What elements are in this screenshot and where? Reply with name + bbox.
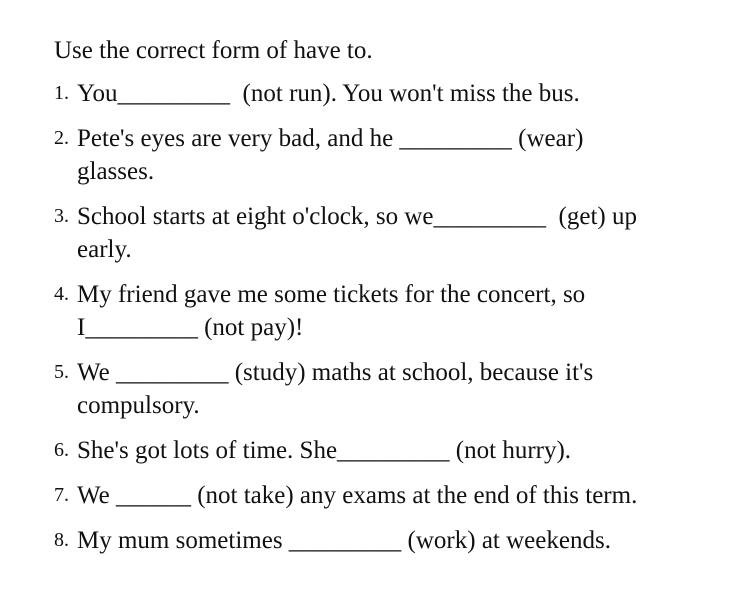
item-text: She's got lots of time. She_________ (not hurry). — [77, 437, 572, 464]
item-text: You_________ (not run). You won't miss the bus. — [77, 80, 580, 107]
item-number: 3. — [54, 205, 69, 227]
exercise-item-4 — [54, 278, 704, 344]
item-number: 2. — [54, 127, 69, 149]
item-text: Pete's eyes are very bad, and he _________ (wear) glasses. — [77, 125, 584, 185]
item-text: We ______ (not take) any exams at the end of this term. — [77, 482, 638, 509]
exercise-item-2 — [54, 122, 704, 188]
item-number: 7. — [54, 484, 69, 506]
worksheet — [54, 36, 704, 569]
exercise-item-6 — [54, 434, 704, 467]
item-number: 8. — [54, 529, 69, 551]
item-text: My friend gave me some tickets for the concert, so I_________ (not pay)! — [77, 281, 586, 341]
exercise-item-1 — [54, 77, 704, 110]
instruction-heading: Use the correct form of have to. — [54, 37, 373, 64]
item-number: 1. — [54, 82, 69, 104]
item-text: School starts at eight o'clock, so we_________ (get) up early. — [77, 203, 637, 263]
exercise-item-7 — [54, 479, 704, 512]
exercise-item-5 — [54, 356, 704, 422]
exercise-item-8 — [54, 524, 704, 557]
item-text: We _________ (study) maths at school, because it's compulsory. — [77, 359, 594, 419]
item-text: My mum sometimes _________ (work) at weekends. — [77, 527, 611, 554]
exercise-list — [54, 77, 704, 557]
item-number: 4. — [54, 283, 69, 305]
item-number: 6. — [54, 439, 69, 461]
item-number: 5. — [54, 361, 69, 383]
exercise-item-3 — [54, 200, 704, 266]
